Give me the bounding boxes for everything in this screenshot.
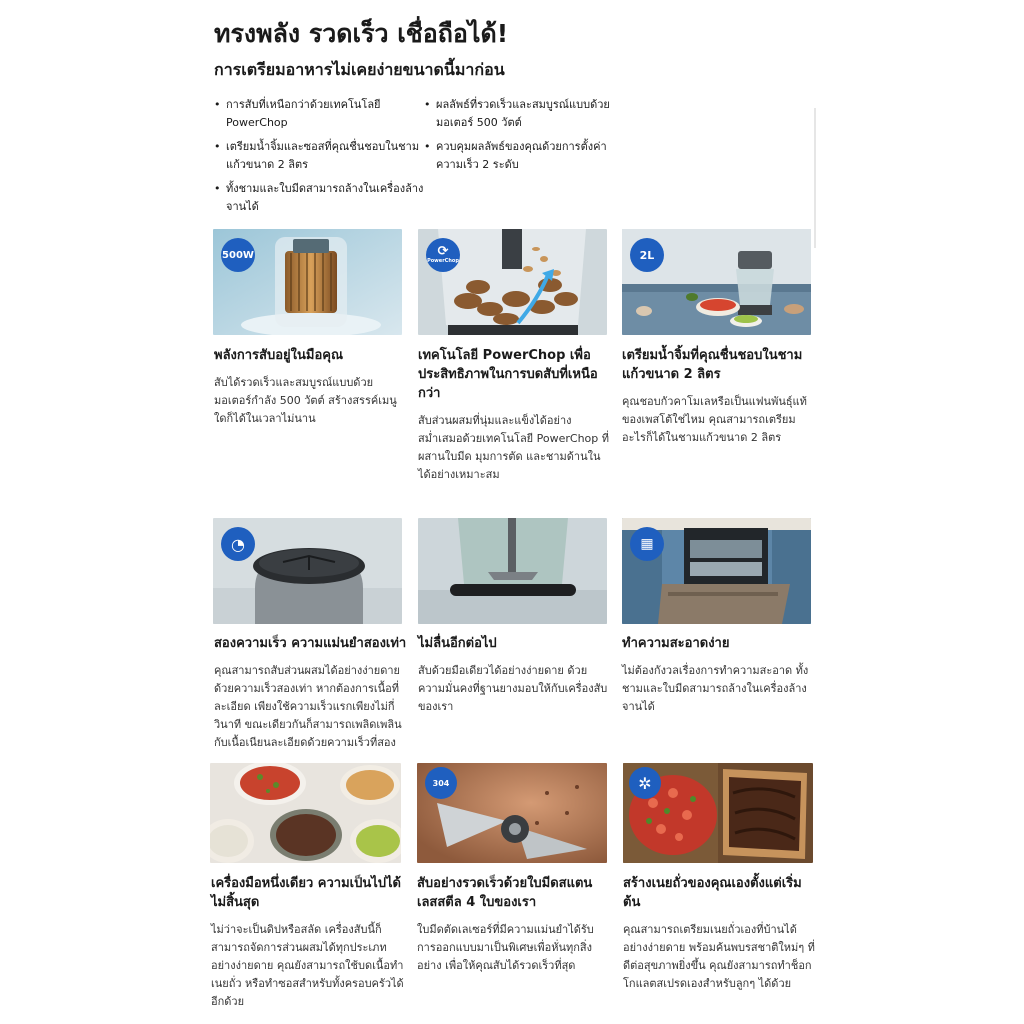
steel-blades-image bbox=[417, 763, 607, 863]
stainless-304-badge: 304 bbox=[425, 767, 457, 799]
feature-list-right bbox=[424, 96, 624, 180]
dishwasher-icon: ▦ bbox=[630, 527, 664, 561]
non-slip-base-image bbox=[418, 518, 607, 624]
card-description: สับด้วยมือเดียวได้อย่างง่ายดาย ด้วยความมั่นคงที่ฐานยางมอบให้กับเครื่องสับของเรา bbox=[418, 664, 608, 713]
wattage-badge: 500W bbox=[221, 238, 255, 272]
card-description: สับส่วนผสมที่นุ่มและแข็งได้อย่างสม่ำเสมอด้วยเทคโนโลยี PowerChop ที่ผสานใบมีด มุมการตัด และชามด้านในได้อย่างเหมาะสม bbox=[418, 414, 609, 481]
capacity-badge: 2L bbox=[630, 238, 664, 272]
card-title: เทคโนโลยี PowerChop เพื่อประสิทธิภาพในการบดสับที่เหนือกว่า bbox=[418, 348, 598, 401]
scrollbar-track[interactable] bbox=[814, 108, 816, 248]
card-title: ทำความสะอาดง่าย bbox=[622, 636, 730, 651]
feature-bullet: • ควบคุมผลลัพธ์ของคุณด้วยการตั้งค่าความเร็ว 2 ระดับ bbox=[424, 138, 624, 174]
feature-bullet: • การสับที่เหนือกว่าด้วยเทคโนโลยี PowerChop bbox=[214, 96, 424, 132]
card-description: ใบมีดตัดเลเซอร์ที่มีความแม่นยำได้รับการออกแบบมาเป็นพิเศษเพื่อหั่นทุกสิ่งอย่าง เพื่อให้คุณสับได้รวดเร็วที่สุด bbox=[417, 923, 594, 972]
card-description: คุณสามารถเตรียมเนยถั่วเองที่บ้านได้อย่างง่ายดาย พร้อมค้นพบรสชาติใหม่ๆ ที่ดีต่อสุขภาพยิ่งขึ้น คุณยังสามารถทำช็อกโกแลตสเปรดเองสำหรับลูกๆ ได้ด้วย bbox=[623, 923, 815, 990]
card-description: คุณชอบกัวคาโมเลหรือเป็นแฟนพันธุ์แท้ของเพสโต้ใช่ไหม คุณสามารถเตรียมอะไรก็ได้ในชามแก้วขนาด 2 ลิตร bbox=[622, 395, 807, 444]
powerchop-badge-label: PowerChop bbox=[427, 258, 459, 264]
card-description: ไม่ต้องกังวลเรื่องการทำความสะอาด ทั้งชามและใบมีดสามารถล้างในเครื่องล้างจานได้ bbox=[622, 664, 809, 713]
card-title: สองความเร็ว ความแม่นยำสองเท่า bbox=[214, 636, 407, 651]
card-title: สร้างเนยถั่วของคุณเองตั้งแต่เริ่มต้น bbox=[623, 876, 802, 910]
motor-image bbox=[213, 229, 402, 335]
feature-bullet: • ผลลัพธ์ที่รวดเร็วและสมบูรณ์แบบด้วยมอเตอร์ 500 วัตต์ bbox=[424, 96, 624, 132]
kitchen-dips-image bbox=[622, 229, 811, 335]
card-description: คุณสามารถสับส่วนผสมได้อย่างง่ายดายด้วยความเร็วสองเท่า หากต้องการเนื้อที่ละเอียด เพียงใช้ความเร็วแรกเพียงไม่กี่วินาที ขณะเดียวกันก็สามารถเพลิดเพลินกับเนื้อเนียนละเอียดด้วยความเร็วที่สอง bbox=[214, 664, 402, 749]
page-title: ทรงพลัง รวดเร็ว เชื่อถือได้! bbox=[214, 19, 509, 48]
card-title: เครื่องมือหนึ่งเดียว ความเป็นไปได้ไม่สิ้นสุด bbox=[211, 876, 402, 910]
card-description: ไม่ว่าจะเป็นดิปหรือสลัด เครื่องสับนี้ก็สามารถจัดการส่วนผสมได้ทุกประเภทอย่างง่ายดาย คุณยังสามารถใช้บดเนื้อทำเนยถั่ว หรือทำซอสสำหรับทั้งครอบครัวได้อีกด้วย bbox=[211, 923, 404, 1008]
nut-butter-image bbox=[623, 763, 813, 863]
page-subtitle: การเตรียมอาหารไม่เคยง่ายขนาดนี้มาก่อน bbox=[214, 60, 505, 79]
two-speed-image bbox=[213, 518, 402, 624]
card-title: พลังการสับอยู่ในมือคุณ bbox=[214, 348, 344, 363]
powerchop-nuts-image bbox=[418, 229, 607, 335]
card-title: สับอย่างรวดเร็วด้วยใบมีดสแตนเลสสตีล 4 ใบของเรา bbox=[417, 876, 593, 910]
powerchop-icon: ⟳ bbox=[437, 244, 449, 259]
card-description: สับได้รวดเร็วและสมบูรณ์แบบด้วยมอเตอร์กำลัง 500 วัตต์ สร้างสรรค์เมนูใดก็ได้ในเวลาไม่นาน bbox=[214, 376, 397, 425]
dishwasher-image bbox=[622, 518, 811, 624]
card-title: ไม่ลื่นอีกต่อไป bbox=[418, 636, 497, 651]
feature-bullet: • ทั้งชามและใบมีดสามารถล้างในเครื่องล้างจานได้ bbox=[214, 180, 424, 216]
speed-icon: ◔ bbox=[221, 527, 255, 561]
blade-icon: ✲ bbox=[629, 767, 661, 799]
feature-list-left bbox=[214, 96, 424, 222]
card-title: เตรียมน้ำจิ้มที่คุณชื่นชอบในชามแก้วขนาด 2 ลิตร bbox=[622, 348, 803, 382]
powerchop-badge bbox=[426, 238, 460, 272]
feature-bullet: • เตรียมน้ำจิ้มและซอสที่คุณชื่นชอบในชามแก้วขนาด 2 ลิตร bbox=[214, 138, 424, 174]
dip-bowls-image bbox=[210, 763, 401, 863]
